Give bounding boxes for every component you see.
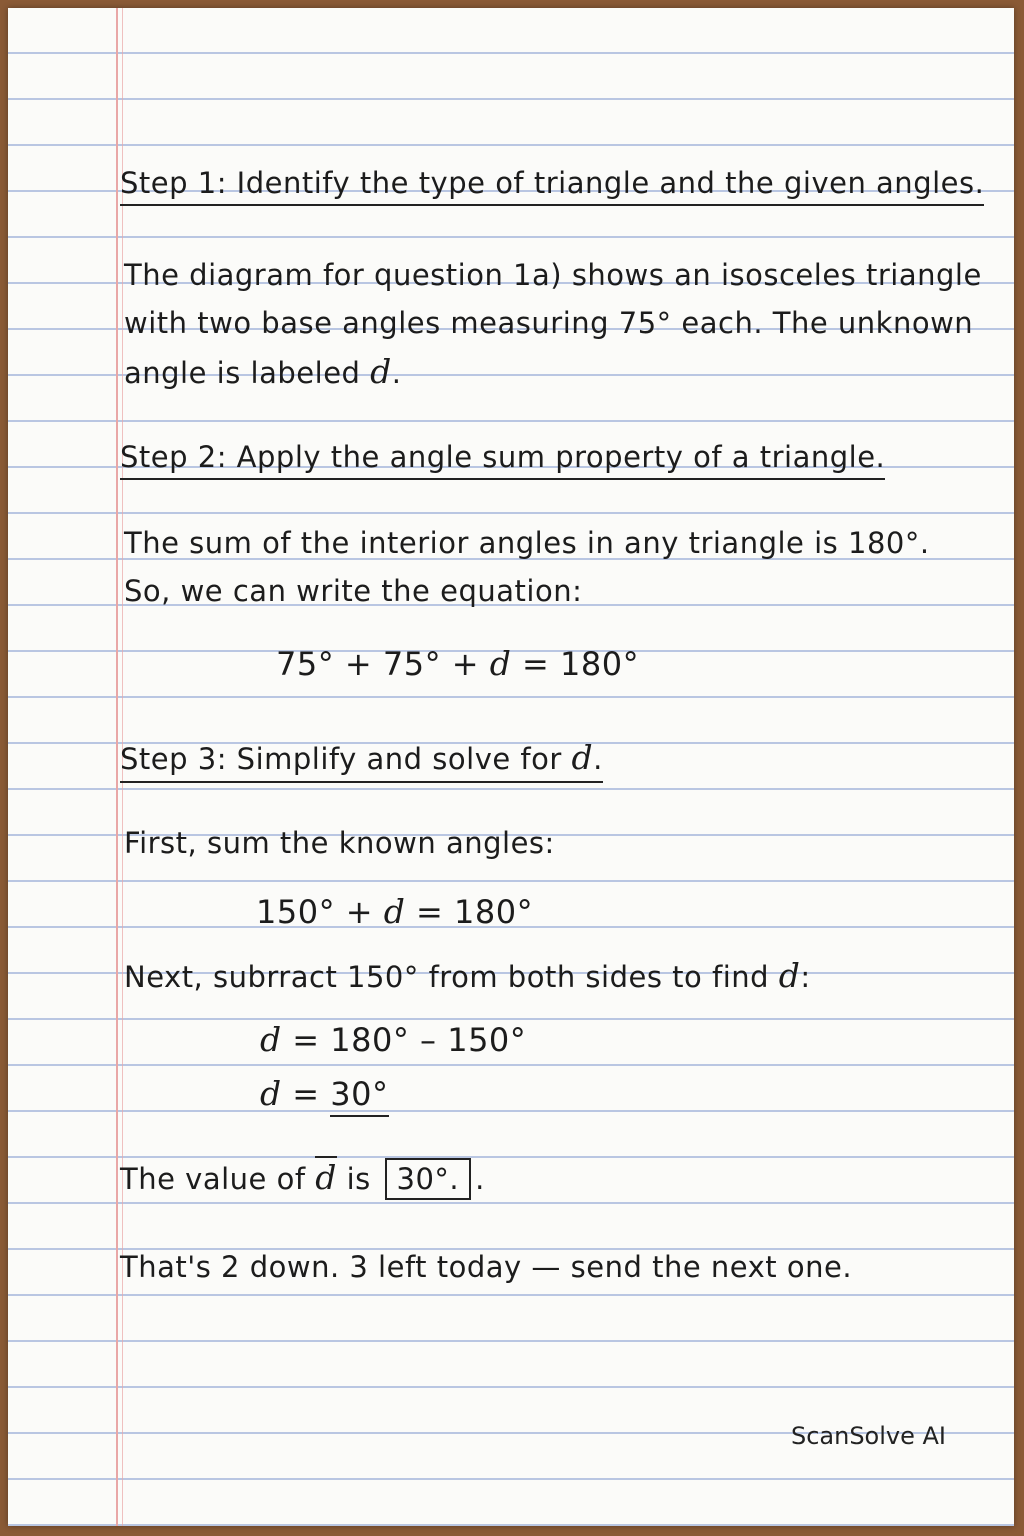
- step3-equation3: [260, 1074, 389, 1113]
- conclusion-end: .: [475, 1162, 485, 1196]
- margin-line: [116, 8, 118, 1526]
- step3-equation1: [256, 892, 533, 931]
- conclusion-pre: The value of: [120, 1162, 306, 1196]
- step3-line2-text: Next, subrract 150° from both sides to find: [124, 960, 770, 994]
- step3-eq3-value: 30°: [330, 1075, 388, 1117]
- variable-d: d: [260, 1074, 282, 1113]
- step1-heading: Step 1: Identify the type of triangle and the given angles.: [120, 166, 984, 206]
- variable-d: d: [489, 644, 512, 683]
- step1-line1: The diagram for question 1a) shows an isosceles triangle: [124, 258, 982, 292]
- step3-line1: First, sum the known angles:: [124, 826, 555, 860]
- step2-eq-left: 75° + 75° +: [276, 645, 480, 683]
- variable-d: d: [778, 956, 801, 995]
- answer-box: 30°.: [385, 1158, 472, 1200]
- step3-line2-end: :: [800, 960, 811, 994]
- step3-equation2: [260, 1020, 526, 1059]
- step2-eq-right: = 180°: [522, 645, 640, 683]
- step3-eq3-equals: =: [292, 1075, 320, 1113]
- step1-line3-end: .: [391, 356, 402, 390]
- step3-eq1-left: 150° +: [256, 893, 374, 931]
- variable-d: d: [383, 892, 406, 931]
- variable-d: d: [571, 738, 594, 777]
- variable-d: d: [260, 1020, 282, 1059]
- notebook-paper: [8, 8, 1014, 1526]
- step2-equation: [276, 644, 639, 683]
- step1-line2: with two base angles measuring 75° each. The unknown: [124, 306, 974, 340]
- step2-heading: Step 2: Apply the angle sum property of a triangle.: [120, 440, 885, 480]
- step2-line1: The sum of the interior angles in any triangle is 180°.: [124, 526, 930, 560]
- step2-line2: So, we can write the equation:: [124, 574, 583, 608]
- step1-line3: [124, 352, 402, 391]
- step3-heading: [120, 738, 603, 783]
- step3-eq2-right: = 180° – 150°: [292, 1021, 527, 1059]
- conclusion-line: [120, 1158, 485, 1200]
- footer-note: That's 2 down. 3 left today — send the next one.: [120, 1250, 853, 1284]
- step3-heading-end: .: [593, 742, 603, 776]
- step3-line2: [124, 956, 811, 995]
- variable-d: d: [315, 1158, 337, 1197]
- brand-label: ScanSolve AI: [790, 1422, 946, 1450]
- step3-heading-text: Step 3: Simplify and solve for: [120, 742, 562, 776]
- conclusion-mid: is: [346, 1162, 371, 1196]
- variable-d: d: [370, 352, 392, 391]
- step1-line3-text: angle is labeled: [124, 356, 361, 390]
- step3-eq1-right: = 180°: [416, 893, 534, 931]
